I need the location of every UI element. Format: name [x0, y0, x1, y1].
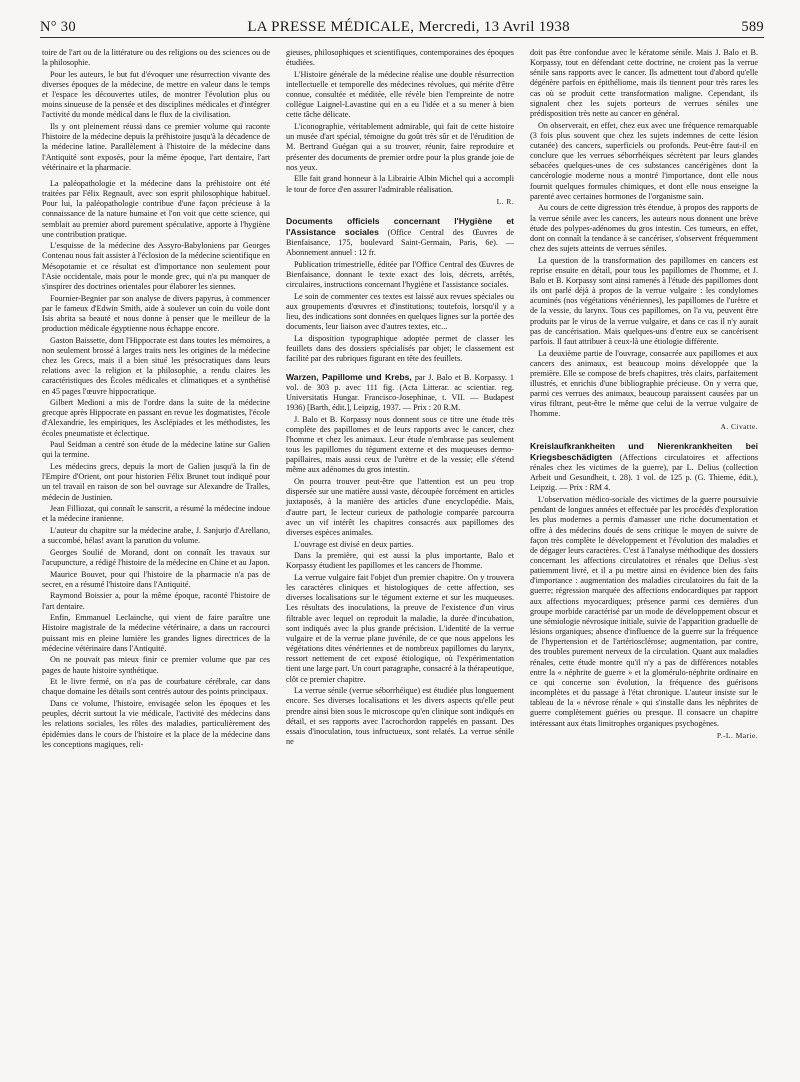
review-entry-warzen — [286, 372, 514, 414]
page-number: 589 — [741, 19, 764, 35]
paragraph: Gaston Baissette, dont l'Hippocrate est dans toutes les mémoires, a non seulement brossé à larges traits nets les origines de la médecine chez les Grecs, mais il a bien situé les présocratiques dans leurs relations avec la religion et la philosophie, a rendu claires les caractéristiques des Écoles médicales et climatiques et a synthétisé en 45 pages l'œuvre hippocratique. — [42, 335, 270, 396]
paragraph: La verrue vulgaire fait l'objet d'un premier chapitre. On y trouvera les caractères cliniques et histologiques de cette affection, ses diverses localisations sur le tégument externe et sur les muqueuses. Les résultats des inoculations, la preuve de l'existence d'un virus filtrable avec lequel on reproduit la maladie, la durée d'incubation, sont indiqués avec la plus grande précision. L'identité de la verrue vulgaire et de la verrue plane juvénile, de ce que nous appelons les végétations dites vénériennes et de nombreux papillomes du larynx, ressort nettement de cet exposé étiologique, où l'expérimentation tient une large part. Un court paragraphe, consacré à la thérapeutique, clôt ce premier chapitre. — [286, 573, 514, 684]
paragraph: L'ouvrage est divisé en deux parties. — [294, 539, 414, 549]
column-3 — [530, 48, 758, 1073]
header-rule — [40, 37, 764, 38]
paragraph: Gilbert Medioni a mis de l'ordre dans la suite de la médecine grecque après Hippocrate en passant en revue les dogmatistes, l'école d'Alexandrie, les empiriques, les Asclépiades et les méthodistes, les écoles pneumatiste et éclectique. — [42, 398, 270, 438]
paragraph: L'observation médico-sociale des victimes de la guerre poursuivie pendant de longues années et effectuée par les procédés d'exploration les plus modernes a permis d'amasser une riche documentation et offre à des médecins doués de sens critique le moyen de suivre de façon très complète le développement et l'évolution des maladies et de dégager leurs caractères. C'est à l'analyse méthodique des dossiers concernant les affections circulatoires et rénales que Delius s'est patiemment livré, et il a pu mettre ainsi en évidence bien des faits d'importance : augmentation des maladies circulatoires du fait de la guerre; régression marquée des affections endocardiques par rapport aux affections myocardiques; présence parmi ces dernières d'un groupe morbide caractérisé par un mode de développement obscur et une sémiologie névrosique initiale, suivie de l'apparition graduelle de lésions organiques; absence d'influence de la guerre sur la fréquence de l'hypertension et de l'artériosclérose; augmentation, par contre, des troubles purement nerveux de la circulation. Quant aux maladies rénales, cette étude montre qu'il n'y a pas de différences notables entre la « néphrite de guerre » et la glomérulo-néphrite ordinaire en ce qui concerne son évolution, la fréquence des guérisons incomplètes et du passage à l'état chronique. L'auteur insiste sur le tableau de la « névrose rénale » qui s'installe dans les néphrites de guerre complètement guéries ou presque. Il consacre un chapitre intéressant aux états limitrophes organiques psychogènes. — [530, 495, 758, 728]
paragraph: L'esquisse de la médecine des Assyro-Babyloniens par Georges Contenau nous fait assister à l'éclosion de la médecine scientifique en Mésopotamie et ce résultat est d'importance non seulement pour l'Asie occidentale, mais pour le monde grec, qui n'a pu manquer de s'inspirer des doctrines orientales pour élaborer les siennes. — [42, 241, 270, 291]
review-entry-kreislauf — [530, 441, 758, 494]
paragraph: Au cours de cette digression très étendue, à propos des rapports de la verrue sénile avec les cancers, les auteurs nous donnent une brève étude des polypes-adénomes du gros intestin. Ces tumeurs, en effet, dont on connaît la tendance à se cancériser, s'observent fréquemment chez des sujets atteints de verrues séniles. — [530, 203, 758, 253]
paragraph: La paléopathologie et la médecine dans la préhistoire ont été traitées par Félix Regnault, avec son esprit philosophique habituel. Pour lui, la paléopathologie contribue d'une façon précieuse à la connaissance de la nature humaine et l'on voit que cette science, qui semblait au premier abord purement spéculative, apporte à l'hygiène une contribution pratique. — [42, 178, 270, 239]
column-1 — [42, 48, 270, 1073]
paragraph: Le soin de commenter ces textes est laissé aux revues spéciales ou aux groupements d'œuvres et d'institutions; toutefois, lorsqu'il y a lieu, des indications sont données en quelques lignes sur la portée des documents, leur liaison avec d'autres textes, etc... — [286, 291, 514, 332]
paragraph: Fournier-Begnier par son analyse de divers papyrus, à commencer par le fameux d'Edwin Smith, aide à soulever un coin du voile dont Isis abrita sa beauté et nous donne à penser que le meilleur de la production médicale égyptienne nous échappe encore. — [42, 293, 270, 334]
paragraph: La disposition typographique adoptée permet de classer les feuillets dans des dossiers spécialisés par objet; le classement est facilité par des rubriques figurant en tête des feuillets. — [286, 334, 514, 364]
paragraph: La deuxième partie de l'ouvrage, consacrée aux papillomes et aux cancers des animaux, est beaucoup moins développée que la première. Elle se compose de brefs chapitres, très clairs, parfaitement illustrés, et enrichis d'une bibliographie précieuse. On y verra que, parmi ces verrues des animaux, beaucoup paraissent causées par un virus filtrant, peut-être le même que celui de la verrue vulgaire de l'homme. — [530, 348, 758, 419]
paragraph: Paul Seidman a centré son étude de la médecine latine sur Galien qui la termine. — [42, 440, 270, 460]
paragraph: Ils y ont pleinement réussi dans ce premier volume qui raconte l'histoire de la médecine depuis la préhistoire jusqu'à la décadence de la médecine latine. Parallèlement à l'histoire de la médecine dans l'Antiquité sont exposés, pour la même époque, l'art dentaire, l'art vétérinaire et la pharmacie. — [42, 122, 270, 172]
review-signature: L. R. — [496, 196, 514, 206]
column-2 — [286, 48, 514, 1073]
paragraph: On pourra trouver peut-être que l'attention est un peu trop dispersée sur une matière aussi vaste, découpée forcément en articles juxtaposés, à la manière des articles d'une encyclopédie. Mais, d'autre part, le lecteur curieux de pathologie comparée parcourra avec un vif intérêt les chapitres consacrés aux papillomes des diverses espèces animales. — [286, 477, 514, 537]
paragraph: L'auteur du chapitre sur la médecine arabe, J. Sanjurjo d'Arellano, a succombé, hélas! avant la parution du volume. — [42, 526, 270, 546]
paragraph: J. Balo et B. Korpassy nous donnent sous ce titre une étude très complète des papillomes et de leurs rapports avec le cancer, chez l'homme et chez les animaux. Leur étude n'embrasse pas seulement tous les papillomes du tégument externe et des muqueuses dermo-papillaires, mais aussi ceux de l'urètre et de la vessie; elle s'étend même aux adénomes du gros intestin. — [286, 414, 514, 475]
paragraph: L'iconographie, véritablement admirable, qui fait de cette histoire un musée d'art spécial, témoigne du goût très sûr et de l'érudition de M. Bertrand Guégan qui a su trouver, réunir, faire reproduire et présenter des documents de premier ordre pour la plus grande joie de nos yeux. — [286, 122, 514, 172]
paragraph: Les médecins grecs, depuis la mort de Galien jusqu'à la fin de l'Empire d'Orient, ont pour historien Félix Brunet tout indiqué pour un tel travail en raison de son bel ouvrage sur Alexandre de Tralles, médecin de Justinien. — [42, 462, 270, 502]
review-signature: A. Civatte. — [720, 421, 758, 431]
paragraph: Dans ce volume, l'histoire, envisagée selon les époques et les peuples, décrit surtout la vie médicale, l'activité des médecins dans les relations sociales, les rôles des maladies, particulièrement des épidémies dans le cours de l'histoire et la place de la médecine dans les conceptions magiques, reli- — [42, 699, 270, 749]
paragraph: La verrue sénile (verrue séborrhéique) est étudiée plus longuement encore. Ses diverses localisations et les divers aspects qu'elle peut prendre ainsi bien sous le microscope qu'en clinique sont indiqués en détail, et ses rapports avec l'acrochordon rappelés en passant. Des essais d'inoculation, tous infructueux, sont relatés. La verrue sénile ne — [286, 686, 514, 746]
paragraph: Enfin, Emmanuel Leclainche, qui vient de faire paraître une Histoire magistrale de la médecine vétérinaire, a dans un raccourci puissant mis en pleine lumière les grandes lignes directrices de la médecine vétérinaire dans l'Antiquité. — [42, 613, 270, 653]
review-signature: P.-L. Marie. — [716, 730, 758, 740]
paragraph: On ne pouvait pas mieux finir ce premier volume que par ces pages de haute histoire synthétique. — [42, 655, 270, 675]
review-title: Documents officiels concernant l'Hygiène et l'Assistance sociales — [286, 215, 514, 237]
review-title: Warzen, Papillome und Krebs, — [286, 371, 412, 382]
paragraph: La question de la transformation des papillomes en cancers est reprise ensuite en détail, pour tous les papillomes de l'homme, et J. Balo et B. Korpassy sont ainsi ramenés à l'étude des papillomes dont ils ont parlé déjà à propos de la verrue vulgaire : les condylomes acuminés (nos végétations vénériennes), les papillomes de l'urètre et de la vessie, du larynx. Tous ces papillomes, on l'a vu, peuvent être produits par le virus de la verrue vulgaire, et dans ce cas il n'y aurait pas de cancérisation. Mais quelques-uns d'entre eux se cancérisent parfois. Il faut attribuer à ceux-là une étiologie différente. — [530, 255, 758, 346]
paragraph: toire de l'art ou de la littérature ou des religions ou des sciences ou de la philosophie. — [42, 48, 270, 68]
paragraph: gieuses, philosophiques et scientifiques, contemporaines des époques étudiées. — [286, 48, 514, 68]
paragraph: Maurice Bouvet, pour qui l'histoire de la pharmacie n'a pas de secret, en a résumé l'histoire dans l'Antiquité. — [42, 569, 270, 589]
journal-title: LA PRESSE MÉDICALE, Mercredi, 13 Avril 1938 — [247, 19, 570, 35]
paragraph: Dans la première, qui est aussi la plus importante, Balo et Korpassy étudient les papillomes et les cancers de l'homme. — [286, 551, 514, 571]
page-header — [40, 10, 764, 36]
review-title: Kreislaufkrankheiten und Nierenkrankheiten bei Kriegsbeschädigten — [530, 440, 758, 462]
issue-number: N° 30 — [40, 19, 76, 35]
review-reference: (Affections circulatoires et affections rénales chez les victimes de la guerre), par L. Delius (collection Arbeit und Gesundheit, t. 28). 1 vol. de 125 p. (G. Thieme, édit.), Leipzig. — Prix : RM 4. — [530, 452, 758, 493]
paragraph: Raymond Boissier a, pour la même époque, raconté l'histoire de l'art dentaire. — [42, 591, 270, 611]
paragraph: On observerait, en effet, chez eux avec une fréquence remarquable (3 fois plus souvent que chez les sujets indemnes de cette lésion cutanée) des cancers, superficiels ou profonds. Peut-être faut-il en conclure que les verrues séborrhéiques sécrètent par leurs glandes sébacées quelques-unes de ces substances cancérigènes dont la cancérologie moderne nous a montré l'importance, dont elle nous fournit quelques formules chimiques, et dont elle nous enseigne la parenté avec certaines hormones de l'organisme sain. — [530, 120, 758, 201]
review-entry-documents — [286, 216, 514, 259]
review-reference: par J. Balo et B. Korpassy. 1 vol. de 303 p. avec 111 fig. (Acta Litterar. ac scientiar. reg. Universitatis Hungar. Francisco-Josephinae, t. VII. — Budapest 1936) [Barth, édit.], Leipzig, 1937. — Prix : 20 R.M. — [286, 372, 514, 412]
paragraph: Jean Filliozat, qui connaît le sanscrit, a résumé la médecine indoue et la médecine iranienne. — [42, 504, 270, 524]
paragraph: Georges Soulié de Morand, dont on connaît les travaux sur l'acupuncture, a rédigé l'histoire de la médecine en Chine et au Japon. — [42, 547, 270, 567]
paragraph: Publication trimestrielle, éditée par l'Office Central des Œuvres de Bienfaisance, donnant le texte exact des lois, décrets, arrêtés, circulaires, instructions concernant l'hygiène et l'assistance sociales. — [286, 259, 514, 290]
paragraph: Elle fait grand honneur à la Librairie Albin Michel qui a accompli le tour de force d'en assurer l'admirable réalisation. — [286, 174, 514, 194]
paragraph: L'Histoire générale de la médecine réalise une double résurrection intellectuelle et temporelle des médecines révolues, qui mérite d'être connue, consultée et méditée, elle révèle bien l'empreinte de notre collègue Laignel-Lavastine qui en a eu l'idée et a su mener à bien cette tâche délicate. — [286, 69, 514, 120]
paragraph: doit pas être confondue avec le kératome sénile. Mais J. Balo et B. Korpassy, tout en défendant cette doctrine, ne croient pas la verrue sénile sans rapports avec le cancer. Ils admettent tout d'abord qu'elle dégénère parfois en épithéliome, mais ils tiennent pour très rares les cas où se produit cette transformation maligne. Cependant, ils signalent chez les sujets porteurs de verrues séniles une prédisposition très nette au cancer en général. — [530, 48, 758, 118]
review-reference: (Office Central des Œuvres de Bienfaisance, 175, boulevard Saint-Germain, Paris, 6e). — Abonnement annuel : 12 fr. — [286, 228, 514, 258]
paragraph: Et le livre fermé, on n'a pas de courbature cérébrale, car dans chaque domaine les détails sont centrés autour des points principaux. — [42, 677, 270, 697]
paragraph: Pour les auteurs, le but fut d'évoquer une résurrection vivante des diverses époques de la médecine, de mettre en valeur dans le temps et l'espace les découvertes utiles, de montrer l'évolution plus ou moins sinueuse de la pensée et des disciplines médicales et d'intégrer l'activité du monde médical dans le flux de la civilisation. — [42, 69, 270, 120]
